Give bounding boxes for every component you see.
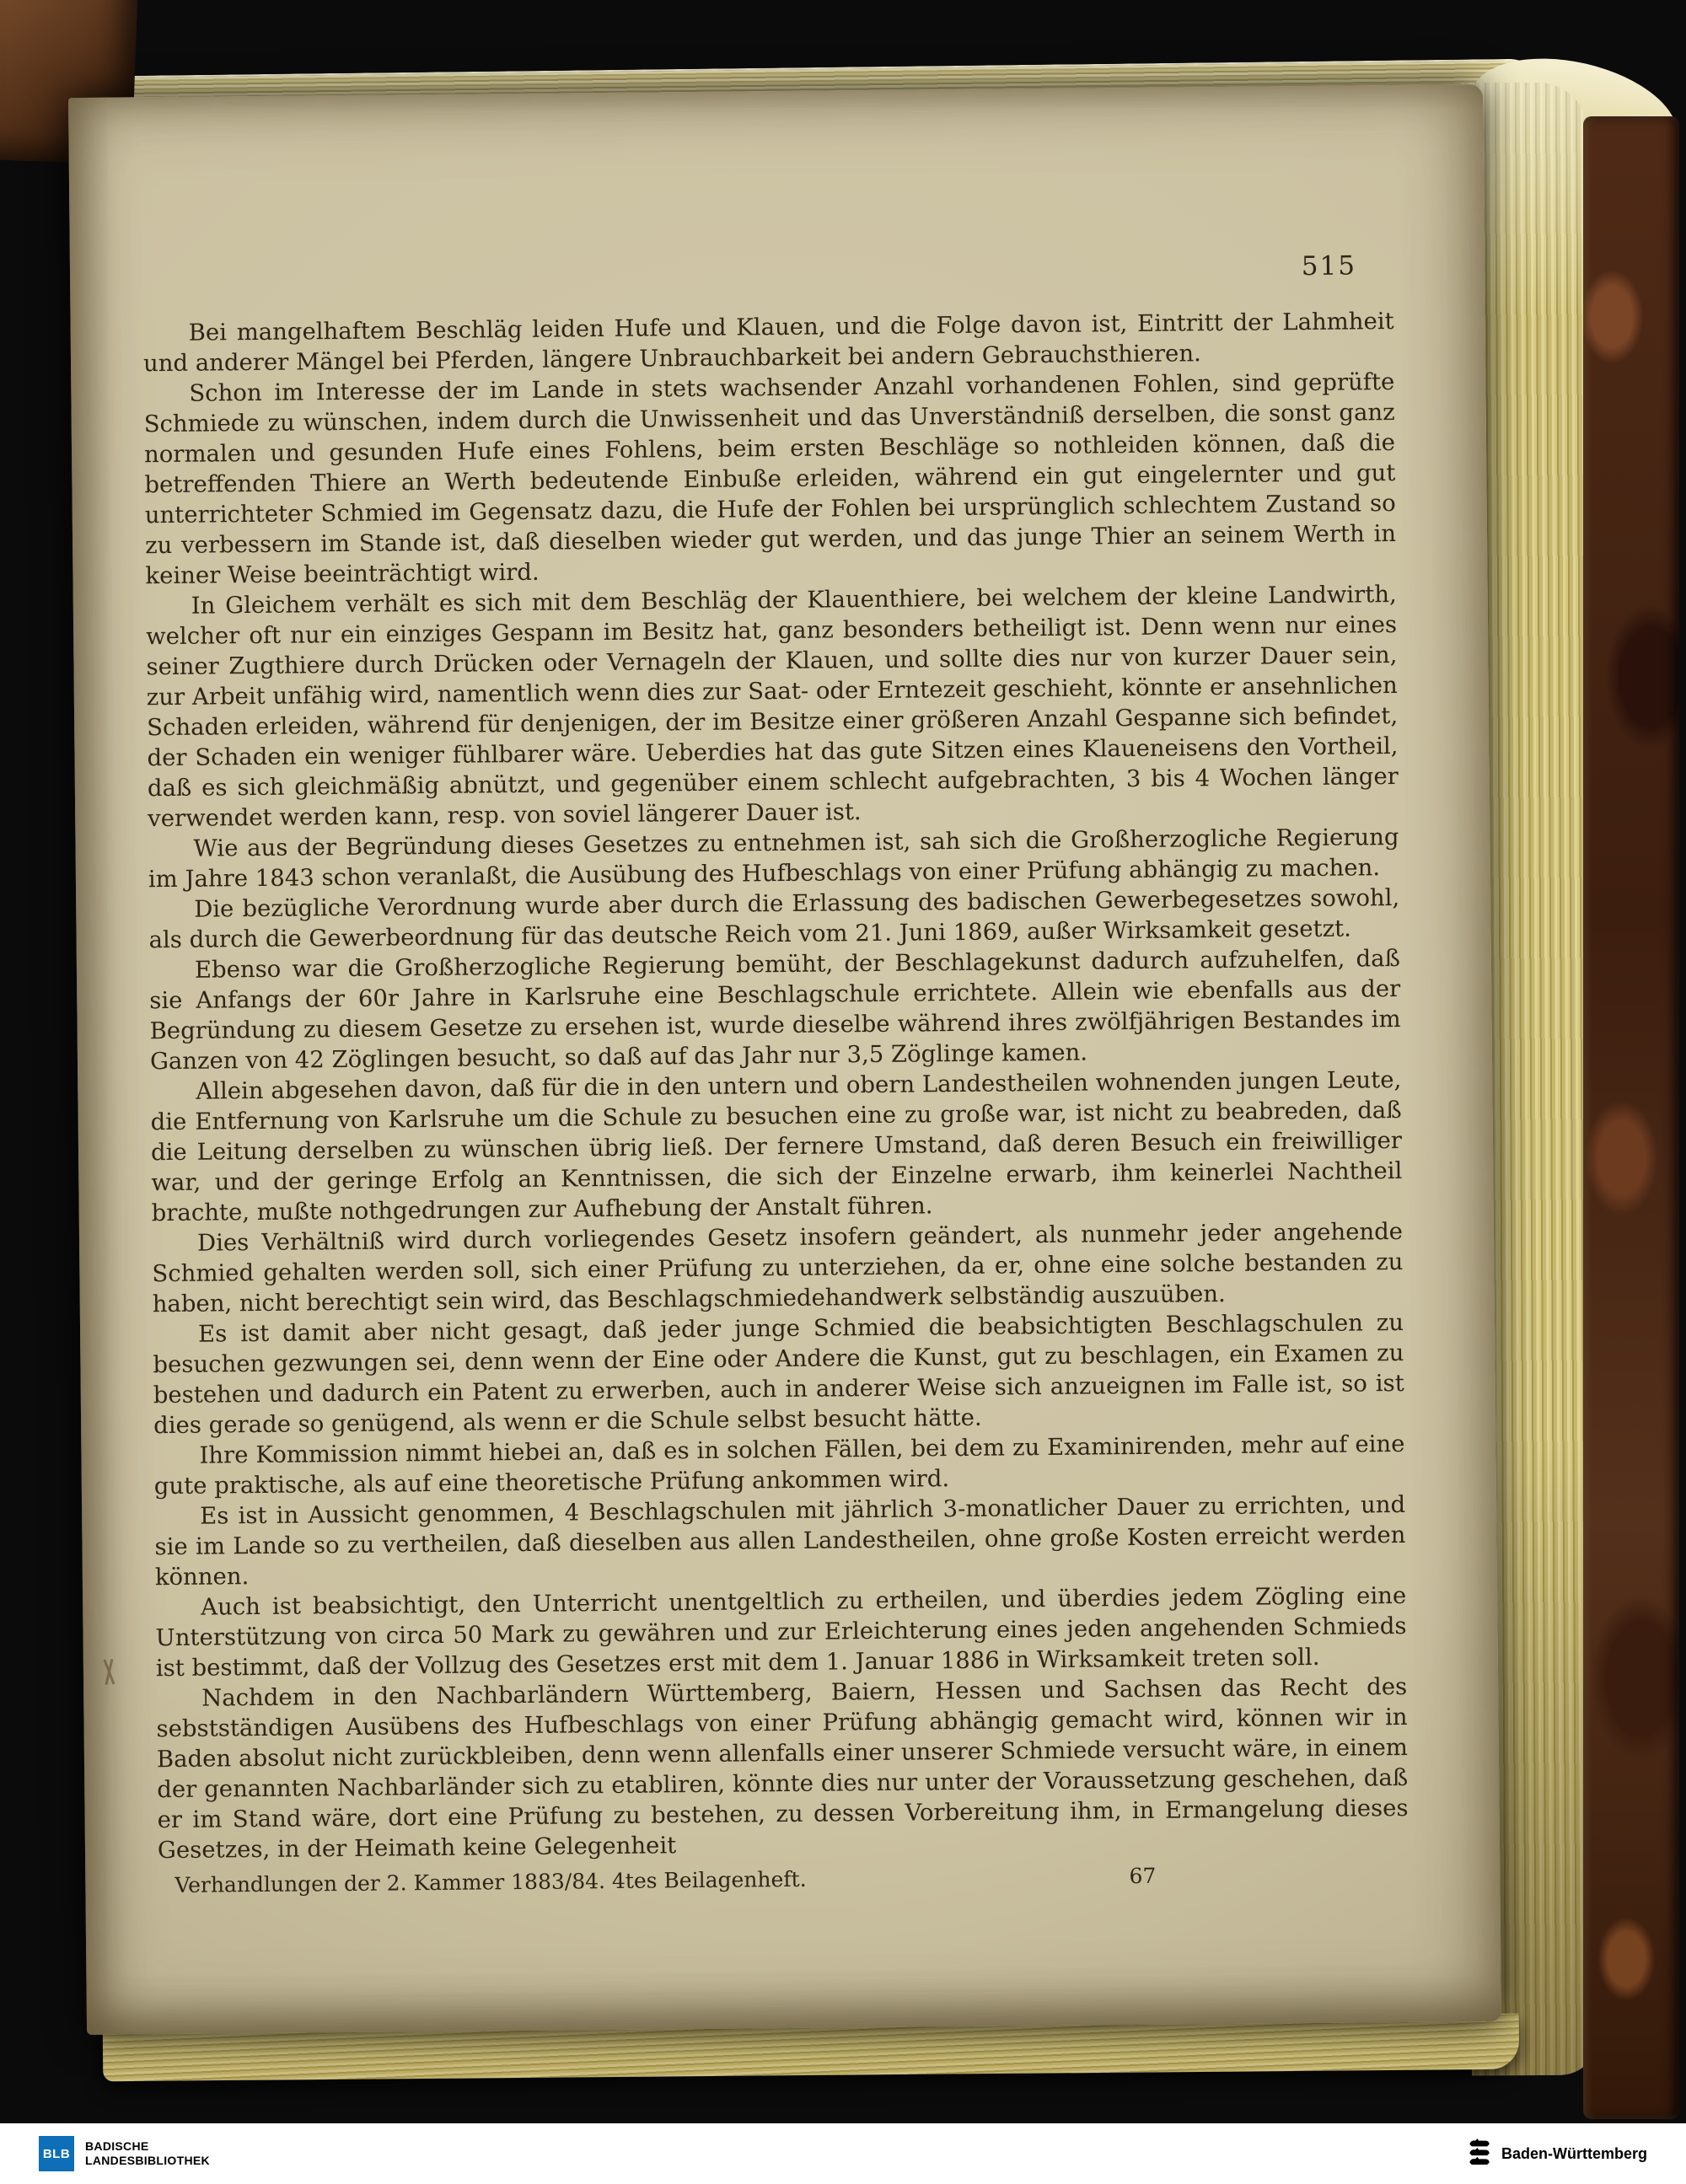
- paragraph: Wie aus der Begründung dieses Gesetzes zu entnehmen ist, sah sich die Großherzogliche Regierung im Jahre 1843 schon veranlaßt, die Ausübung des Hufbeschlags von einer Prüfung abhängig zu machen.: [148, 823, 1399, 893]
- margin-mark: [96, 1658, 121, 1688]
- paragraph: Es ist damit aber nicht gesagt, daß jeder junge Schmied die beabsichtigten Beschlagschulen zu besuchen gezwungen sei, denn wenn der Eine oder Andere die Kunst, gut zu beschlagen, ein Examen zu bestehen und dadurch ein Patent zu erwerben, auch in anderer Weise sich anzueignen im Falle ist, so ist dies gerade so genügend, als wenn er die Schule selbst besucht hätte.: [153, 1308, 1404, 1440]
- volume-footer-text: Verhandlungen der 2. Kammer 1883/84. 4tes Beilagenheft.: [175, 1866, 807, 1897]
- page-number: 515: [1301, 250, 1357, 282]
- blb-logo-icon: BLB: [39, 2136, 74, 2171]
- state-label: Baden-Württemberg: [1501, 2144, 1647, 2162]
- paragraph: Die bezügliche Verordnung wurde aber durch die Erlassung des badischen Gewerbegesetzes sowohl, als durch die Gewerbeordnung für das deutsche Reich vom 21. Juni 1869, außer Wirksamkeit gesetzt.: [148, 883, 1400, 954]
- paragraph: Schon im Interesse der im Lande in stets wachsender Anzahl vorhandenen Fohlen, sind geprüfte Schmiede zu wünschen, indem durch die Unwissenheit und das Unverständniß derselben, die sonst ganz normalen und gesunden Hufe eines Fohlens, beim ersten Beschläge so nothleiden können, daß die betreffenden Thiere an Werth bedeutende Einbuße erleiden, während ein gut eingelernter und gut unterrichteter Schmied im Gegensatz dazu, die Hufe der Fohlen bei ursprünglich schlechtem Zustand so zu verbessern im Stande ist, daß dieselben wieder gut werden, und das junge Thier an seinem Werth in keiner Weise beeinträchtigt wird.: [143, 368, 1397, 590]
- paragraph: Es ist in Aussicht genommen, 4 Beschlagschulen mit jährlich 3-monatlicher Dauer zu errichten, und sie im Lande so zu vertheilen, daß dieselben aus allen Landestheilen, ohne große Kosten erreicht werden können.: [154, 1490, 1406, 1591]
- library-name: [85, 2139, 210, 2168]
- paragraph: Ebenso war die Großherzogliche Regierung bemüht, der Beschlagekunst dadurch aufzuhelfen, daß sie Anfangs der 60r Jahre in Karlsruhe eine Beschlagschule errichtete. Allein wie ebenfalls aus der Begründung zu diesem Gesetze zu ersehen ist, wurde dieselbe während ihres zwölfjährigen Bestandes im Ganzen von 42 Zöglingen besucht, so daß auf das Jahr nur 3,5 Zöglinge kamen.: [149, 944, 1401, 1076]
- library-name-line1: BADISCHE: [85, 2139, 149, 2154]
- library-name-line2: LANDESBIBLIOTHEK: [85, 2154, 210, 2167]
- paragraph: Bei mangelhaftem Beschläg leiden Hufe und Klauen, und die Folge davon ist, Eintritt der Lahmheit und anderer Mängel bei Pferden, längere Unbrauchbarkeit bei andern Gebrauchsthieren.: [142, 308, 1394, 378]
- state-logo: [1467, 2138, 1647, 2171]
- paragraph: Dies Verhältniß wird durch vorliegendes Gesetz insofern geändert, als nunmehr jeder angehende Schmied gehalten werden soll, sich einer Prüfung zu unterziehen, da er, ohne eine solche bestanden zu haben, nicht berechtigt sein wird, das Beschlagschmiedehandwerk selbständig auszuüben.: [152, 1217, 1404, 1318]
- paragraph: Auch ist beabsichtigt, den Unterricht unentgeltlich zu ertheilen, und überdies jedem Zögling eine Unterstützung von circa 50 Mark zu gewähren und zur Erleichterung eines jeden angehenden Schmieds ist bestimmt, daß der Vollzug des Gesetzes erst mit dem 1. Januar 1886 in Wirksamkeit treten soll.: [155, 1581, 1407, 1682]
- book-page: [68, 84, 1501, 2035]
- baden-wuerttemberg-coat-of-arms-icon: [1467, 2138, 1492, 2171]
- paragraph: Nachdem in den Nachbarländern Württemberg, Baiern, Hessen und Sachsen das Recht des sebstständigen Ausübens des Hufbeschlags von einer Prüfung abhängig gemacht wird, können wir in Baden absolut nicht zurückbleiben, denn wenn allenfalls einer unserer Schmiede versucht wäre, in einem der genannten Nachbarländer sich zu etabliren, könnte dies nur unter der Voraussetzung geschehen, daß er im Stand wäre, dort eine Prüfung zu bestehen, zu dessen Vorbereitung ihm, in Ermangelung dieses Gesetzes, in der Heimath keine Gelegenheit: [156, 1672, 1409, 1865]
- blb-logo: [39, 2136, 210, 2171]
- page-text: [143, 306, 1409, 1901]
- library-footer-bar: [0, 2123, 1686, 2184]
- sheet-signature-number: 67: [1129, 1863, 1157, 1889]
- paragraph: Ihre Kommission nimmt hiebei an, daß es in solchen Fällen, bei dem zu Examinirenden, mehr auf eine gute praktische, als auf eine theoretische Prüfung ankommen wird.: [153, 1430, 1405, 1500]
- signature-line: [158, 1859, 1409, 1901]
- book-leather-cover: [1583, 116, 1679, 2119]
- paragraph: Allein abgesehen davon, daß für die in den untern und obern Landestheilen wohnenden jungen Leute, die Entfernung von Karlsruhe um die Schule zu besuchen eine zu große war, ist nicht zu beabreden, daß die Leitung derselben zu wünschen übrig ließ. Der fernere Umstand, daß deren Besuch ein freiwilliger war, und der geringe Erfolg an Kenntnissen, die sich der Einzelne erwarb, ihm keinerlei Nachtheil brachte, mußte nothgedrungen zur Aufhebung der Anstalt führen.: [150, 1065, 1403, 1227]
- paragraph: In Gleichem verhält es sich mit dem Beschläg der Klauenthiere, bei welchem der kleine Landwirth, welcher oft nur ein einziges Gespann im Besitz hat, ganz besonders betheiligt ist. Denn wenn nur eines seiner Zugthiere durch Drücken oder Vernageln der Klauen, und sollte dies nur von kurzer Dauer sein, zur Arbeit unfähig wird, namentlich wenn dies zur Saat- oder Erntezeit geschieht, könnte er ansehnlichen Schaden erleiden, während für denjenigen, der im Besitze einer größeren Anzahl Gespanne sich befindet, der Schaden ein weniger fühlbarer wäre. Ueberdies hat das gute Sitzen eines Klaueneisens den Vortheil, daß es sich gleichmäßig abnützt, und gegenüber einem schlecht aufgebrachten, 3 bis 4 Wochen länger verwendet werden kann, resp. von soviel längerer Dauer ist.: [145, 581, 1399, 833]
